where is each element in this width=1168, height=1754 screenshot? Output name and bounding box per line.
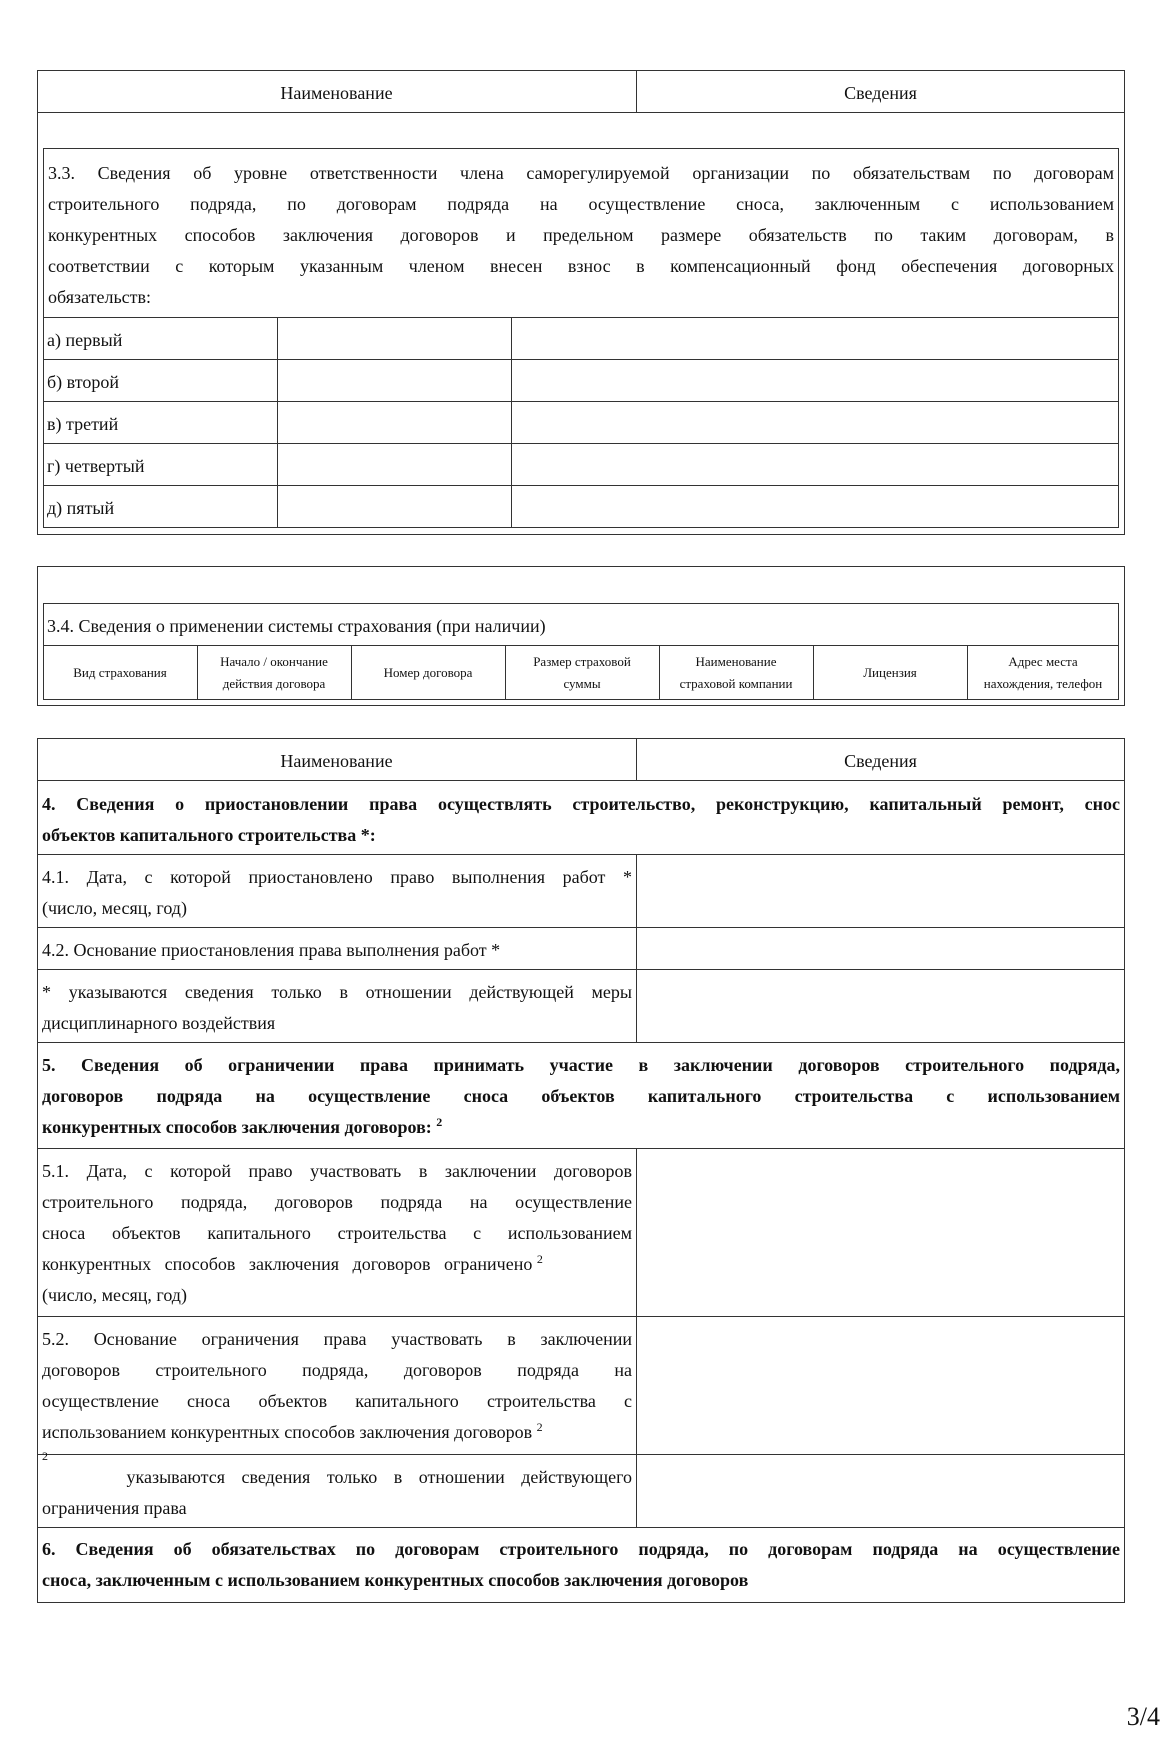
col-label: нахождения, телефон xyxy=(983,675,1103,691)
row-divider xyxy=(37,1148,1125,1149)
section-3-3-line: 3.3. Сведения об уровне ответственности члена саморегулируемой организации по обязательствам по договорам xyxy=(48,163,1114,183)
section-5-1-line xyxy=(42,1249,632,1280)
section-5-line-text: конкурентных способов заключения договоров: xyxy=(42,1117,432,1137)
col-label: Размер страховой xyxy=(533,653,631,669)
insurance-col-period xyxy=(197,645,351,700)
level-row-label: в) третий xyxy=(47,414,119,434)
insurance-col-type xyxy=(43,645,197,700)
section-4-1-line: (число, месяц, год) xyxy=(42,898,187,918)
section-5-2-label xyxy=(42,1324,632,1448)
row-divider xyxy=(37,780,1125,781)
section-5-2-line xyxy=(42,1417,632,1448)
section-5-1-line: строительного подряда, договоров подряда на осуществление xyxy=(42,1192,632,1212)
section-4-heading xyxy=(42,789,1120,851)
section-5-1-label xyxy=(42,1156,632,1311)
col-label: Наименование xyxy=(695,653,777,669)
section-4-note-line: * указываются сведения только в отношении действующей меры xyxy=(42,982,632,1002)
header-name: Наименование xyxy=(280,751,393,771)
footnote-mark: 2 xyxy=(536,1252,543,1266)
col-divider xyxy=(511,317,512,528)
section-5-note-line: ограничения права xyxy=(42,1498,187,1518)
header-info: Сведения xyxy=(844,751,917,771)
section-6-line: 6. Сведения об обязательствах по договорам строительного подряда, по договорам подряда на осуществление xyxy=(42,1539,1120,1559)
col-label: Начало / окончание xyxy=(220,653,328,669)
section-3-3-line: соответствии с которым указанным членом внесен взнос в компенсационный фонд обеспечения договорных xyxy=(48,256,1114,276)
section-5-1-line: сноса объектов капитального строительства с использованием xyxy=(42,1223,632,1243)
insurance-col-company xyxy=(659,645,813,700)
insurance-col-amount xyxy=(505,645,659,700)
col-divider xyxy=(277,317,278,528)
section-5-note xyxy=(42,1449,632,1524)
page-number: 3/4 xyxy=(1126,1702,1160,1731)
section-5-2-line-text: использованием конкурентных способов заключения договоров xyxy=(42,1422,533,1442)
row-divider xyxy=(37,1042,1125,1043)
col-label: Адрес места xyxy=(1008,653,1078,669)
section-5-1-line-text: конкурентных способов заключения договоров ограничено xyxy=(42,1254,533,1274)
section-4-line: объектов капитального строительства *: xyxy=(42,825,376,845)
col-label: Вид страхования xyxy=(73,664,167,680)
section-3-3-line: конкурентных способов заключения договоров и предельном размере обязательств по таким договорам, в xyxy=(48,225,1114,245)
footnote-mark: 2 xyxy=(536,1420,543,1434)
row-divider xyxy=(37,1316,1125,1317)
row-divider xyxy=(43,401,1119,402)
row-divider xyxy=(37,969,1125,970)
level-row-label: б) второй xyxy=(47,372,119,392)
section-5-line: договоров подряда на осуществление сноса объектов капитального строительства с использованием xyxy=(42,1086,1120,1106)
section-4-1-line: 4.1. Дата, с которой приостановлено право выполнения работ * xyxy=(42,867,632,887)
row-divider xyxy=(43,317,1119,318)
section-5-note-text: указываются сведения только в отношении действующего xyxy=(126,1467,632,1487)
row-divider xyxy=(37,1527,1125,1528)
row-divider xyxy=(37,854,1125,855)
header-name: Наименование xyxy=(280,83,393,103)
header-divider xyxy=(37,112,1125,113)
section-5-2-line: 5.2. Основание ограничения права участвовать в заключении xyxy=(42,1329,632,1349)
section-3-3-line: обязательств: xyxy=(48,287,152,307)
section-5-note-line xyxy=(42,1449,632,1493)
section-4-note-line: дисциплинарного воздействия xyxy=(42,1013,276,1033)
footnote-mark: 2 xyxy=(436,1115,443,1129)
row-divider xyxy=(37,927,1125,928)
insurance-col-number xyxy=(351,645,505,700)
section-6-heading xyxy=(42,1534,1120,1596)
row-divider xyxy=(43,485,1119,486)
level-row-label: а) первый xyxy=(47,330,123,350)
section-5-2-line: осуществление сноса объектов капитального строительства с xyxy=(42,1391,632,1411)
row-divider xyxy=(37,1454,1125,1455)
section-4-1-label xyxy=(42,862,632,924)
section-5-line-last xyxy=(42,1112,1120,1143)
col-divider xyxy=(636,1148,637,1527)
section-4-note xyxy=(42,977,632,1039)
insurance-title: 3.4. Сведения о применении системы страхования (при наличии) xyxy=(47,616,546,636)
col-divider xyxy=(636,854,637,1042)
insurance-col-address xyxy=(967,645,1119,700)
col-label: суммы xyxy=(563,675,601,691)
section-5-heading xyxy=(42,1050,1120,1143)
level-row-label: д) пятый xyxy=(47,498,115,518)
row-divider xyxy=(43,359,1119,360)
section-5-line: 5. Сведения об ограничении права принимать участие в заключении договоров строительного подряда, xyxy=(42,1055,1120,1075)
col-label: действия договора xyxy=(222,675,326,691)
col-label: Номер договора xyxy=(383,664,473,680)
section-3-3-text xyxy=(48,158,1114,313)
footnote-mark: 2 xyxy=(42,1449,48,1463)
section-4-line: 4. Сведения о приостановлении права осуществлять строительство, реконструкцию, капитальный ремонт, снос xyxy=(42,794,1120,814)
section-6-line: сноса, заключенным с использованием конкурентных способов заключения договоров xyxy=(42,1570,749,1590)
section-3-3-line: строительного подряда, по договорам подряда на осуществление сноса, заключенным с использованием xyxy=(48,194,1114,214)
section-5-2-line: договоров строительного подряда, договоров подряда на xyxy=(42,1360,632,1380)
col-label: Лицензия xyxy=(863,664,917,680)
section-4-2-label: 4.2. Основание приостановления права выполнения работ * xyxy=(42,940,501,960)
header-info: Сведения xyxy=(844,83,917,103)
section-5-1-line: (число, месяц, год) xyxy=(42,1285,187,1305)
row-divider xyxy=(43,443,1119,444)
section-5-1-line: 5.1. Дата, с которой право участвовать в заключении договоров xyxy=(42,1161,632,1181)
col-label: страховой компании xyxy=(679,675,793,691)
insurance-col-license xyxy=(813,645,967,700)
level-row-label: г) четвертый xyxy=(47,456,145,476)
